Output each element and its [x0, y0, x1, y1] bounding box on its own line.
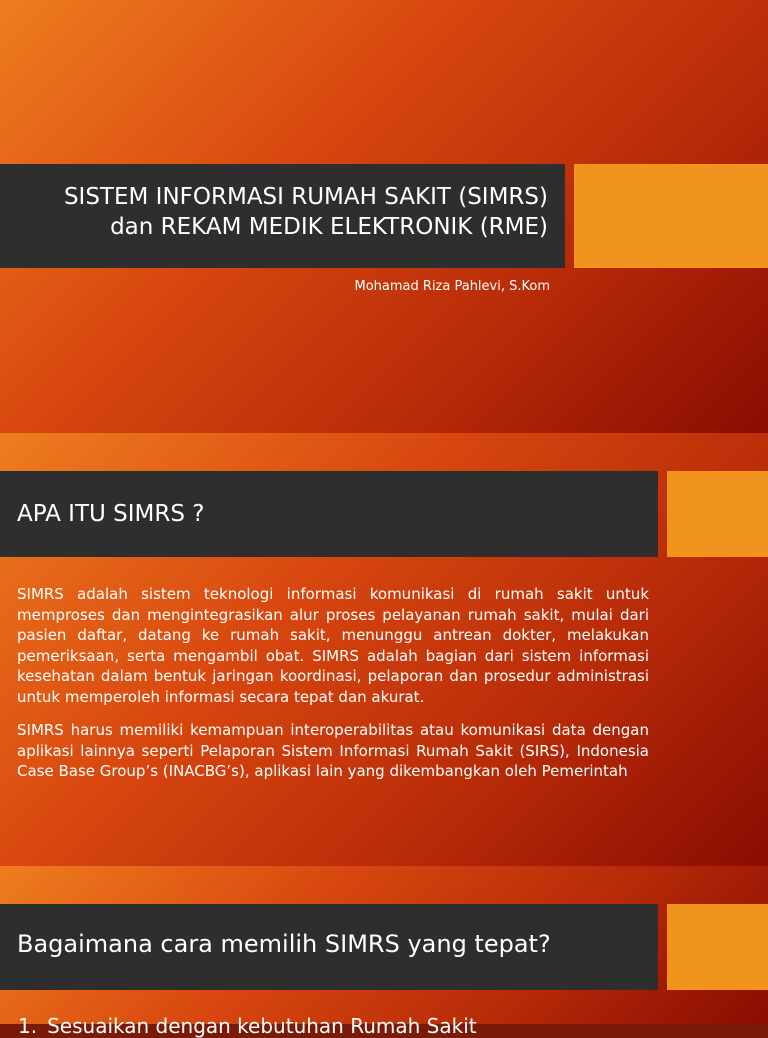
slide-body [17, 584, 649, 795]
heading-bar [0, 904, 658, 990]
slide-apa-itu-simrs [0, 433, 768, 866]
list-item-text: Sesuaikan dengan kebutuhan Rumah Sakit [47, 1014, 477, 1038]
body-paragraph: SIMRS adalah sistem teknologi informasi komunikasi di rumah sakit untuk memproses dan mengintegrasikan alur proses pelayanan rumah sakit, mulai dari pasien daftar, datang ke rumah sakit, menunggu antrean dokter, melakukan pemeriksaan, serta mengambil obat. SIMRS adalah bagian dari sistem informasi kesehatan dalam bentuk jaringan koordinasi, pelaporan dan prosedur administrasi untuk memperoleh informasi secara tepat dan akurat. [17, 585, 649, 706]
slide-title [0, 0, 768, 433]
accent-block [667, 904, 768, 990]
slide-cara-memilih [0, 866, 768, 1038]
body-paragraph: SIMRS harus memiliki kemampuan interoperabilitas atau komunikasi data dengan aplikasi lainnya seperti Pelaporan Sistem Informasi Rumah Sakit (SIRS), Indonesia Case Base Group’s (INACBG’s), aplikasi lain yang dikembangkan oleh Pemerintah [17, 721, 649, 780]
slide-title-text [64, 182, 548, 242]
accent-block [667, 471, 768, 557]
accent-block [574, 164, 768, 268]
list-item [18, 1014, 477, 1038]
title-line-2: dan REKAM MEDIK ELEKTRONIK (RME) [110, 214, 548, 240]
heading-bar [0, 471, 658, 557]
list-item-number: 1. [18, 1014, 38, 1038]
slide-heading: APA ITU SIMRS ? [17, 501, 205, 527]
title-line-1: SISTEM INFORMASI RUMAH SAKIT (SIMRS) [63, 184, 548, 210]
author-subtitle: Mohamad Riza Pahlevi, S.Kom [354, 279, 550, 294]
title-bar [0, 164, 565, 268]
slide-heading: Bagaimana cara memilih SIMRS yang tepat? [17, 930, 551, 958]
